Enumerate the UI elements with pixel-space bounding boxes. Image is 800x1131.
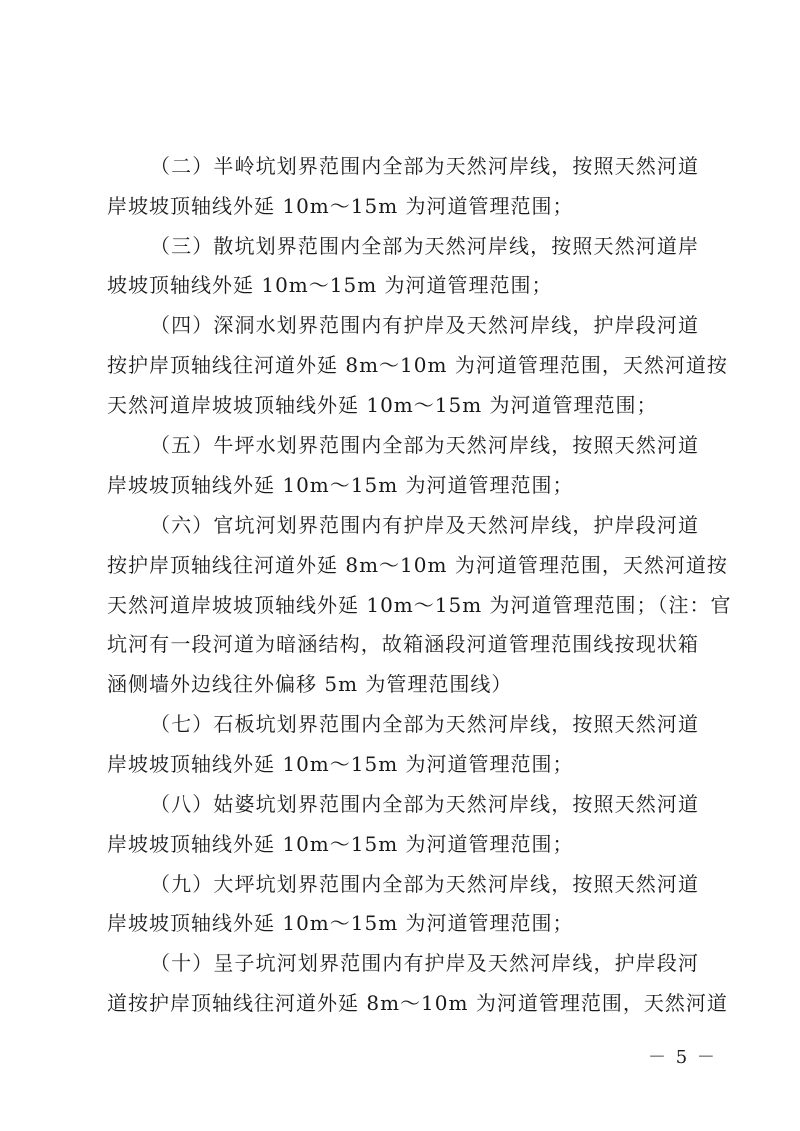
paragraph-8-line-2: 岸坡坡顶轴线外延 10m～15m 为河道管理范围；	[107, 832, 574, 856]
paragraph-6-line-5: 涵侧墙外边线往外偏移 5m 为管理范围线）	[107, 672, 513, 696]
paragraph-5-line-2: 岸坡坡顶轴线外延 10m～15m 为河道管理范围；	[107, 473, 574, 497]
page-number: － 5 －	[648, 1047, 717, 1068]
paragraph-3-line-1: （三）散坑划界范围内全部为天然河岸线，按照天然河道岸	[150, 234, 699, 258]
paragraph-6-line-4: 坑河有一段河道为暗涵结构，故箱涵段河道管理范围线按现状箱	[107, 632, 699, 656]
paragraph-4-line-1: （四）深洞水划界范围内有护岸及天然河岸线，护岸段河道	[150, 313, 699, 337]
paragraph-2-line-2: 岸坡坡顶轴线外延 10m～15m 为河道管理范围；	[107, 194, 574, 218]
paragraph-4-line-3: 天然河道岸坡坡顶轴线外延 10m～15m 为河道管理范围；	[107, 393, 658, 417]
paragraph-7-line-1: （七）石板坑划界范围内全部为天然河岸线，按照天然河道	[150, 712, 699, 736]
paragraph-9-line-1: （九）大坪坑划界范围内全部为天然河岸线，按照天然河道	[150, 872, 699, 896]
paragraph-2-line-1: （二）半岭坑划界范围内全部为天然河岸线，按照天然河道	[150, 154, 699, 178]
paragraph-7-line-2: 岸坡坡顶轴线外延 10m～15m 为河道管理范围；	[107, 752, 574, 776]
paragraph-5-line-1: （五）牛坪水划界范围内全部为天然河岸线，按照天然河道	[150, 433, 699, 457]
paragraph-9-line-2: 岸坡坡顶轴线外延 10m～15m 为河道管理范围；	[107, 911, 574, 935]
paragraph-6-line-3: 天然河道岸坡坡顶轴线外延 10m～15m 为河道管理范围；（注：官	[107, 593, 732, 617]
paragraph-6-line-1: （六）官坑河划界范围内有护岸及天然河岸线，护岸段河道	[150, 513, 699, 537]
paragraph-10-line-1: （十）呈子坑河划界范围内有护岸及天然河岸线，护岸段河	[150, 951, 699, 975]
paragraph-8-line-1: （八）姑婆坑划界范围内全部为天然河岸线，按照天然河道	[150, 792, 699, 816]
paragraph-6-line-2: 按护岸顶轴线往河道外延 8m～10m 为河道管理范围，天然河道按	[107, 553, 728, 577]
paragraph-3-line-2: 坡坡顶轴线外延 10m～15m 为河道管理范围；	[107, 273, 553, 297]
paragraph-4-line-2: 按护岸顶轴线往河道外延 8m～10m 为河道管理范围，天然河道按	[107, 353, 728, 377]
paragraph-10-line-2: 道按护岸顶轴线往河道外延 8m～10m 为河道管理范围，天然河道	[107, 991, 728, 1015]
